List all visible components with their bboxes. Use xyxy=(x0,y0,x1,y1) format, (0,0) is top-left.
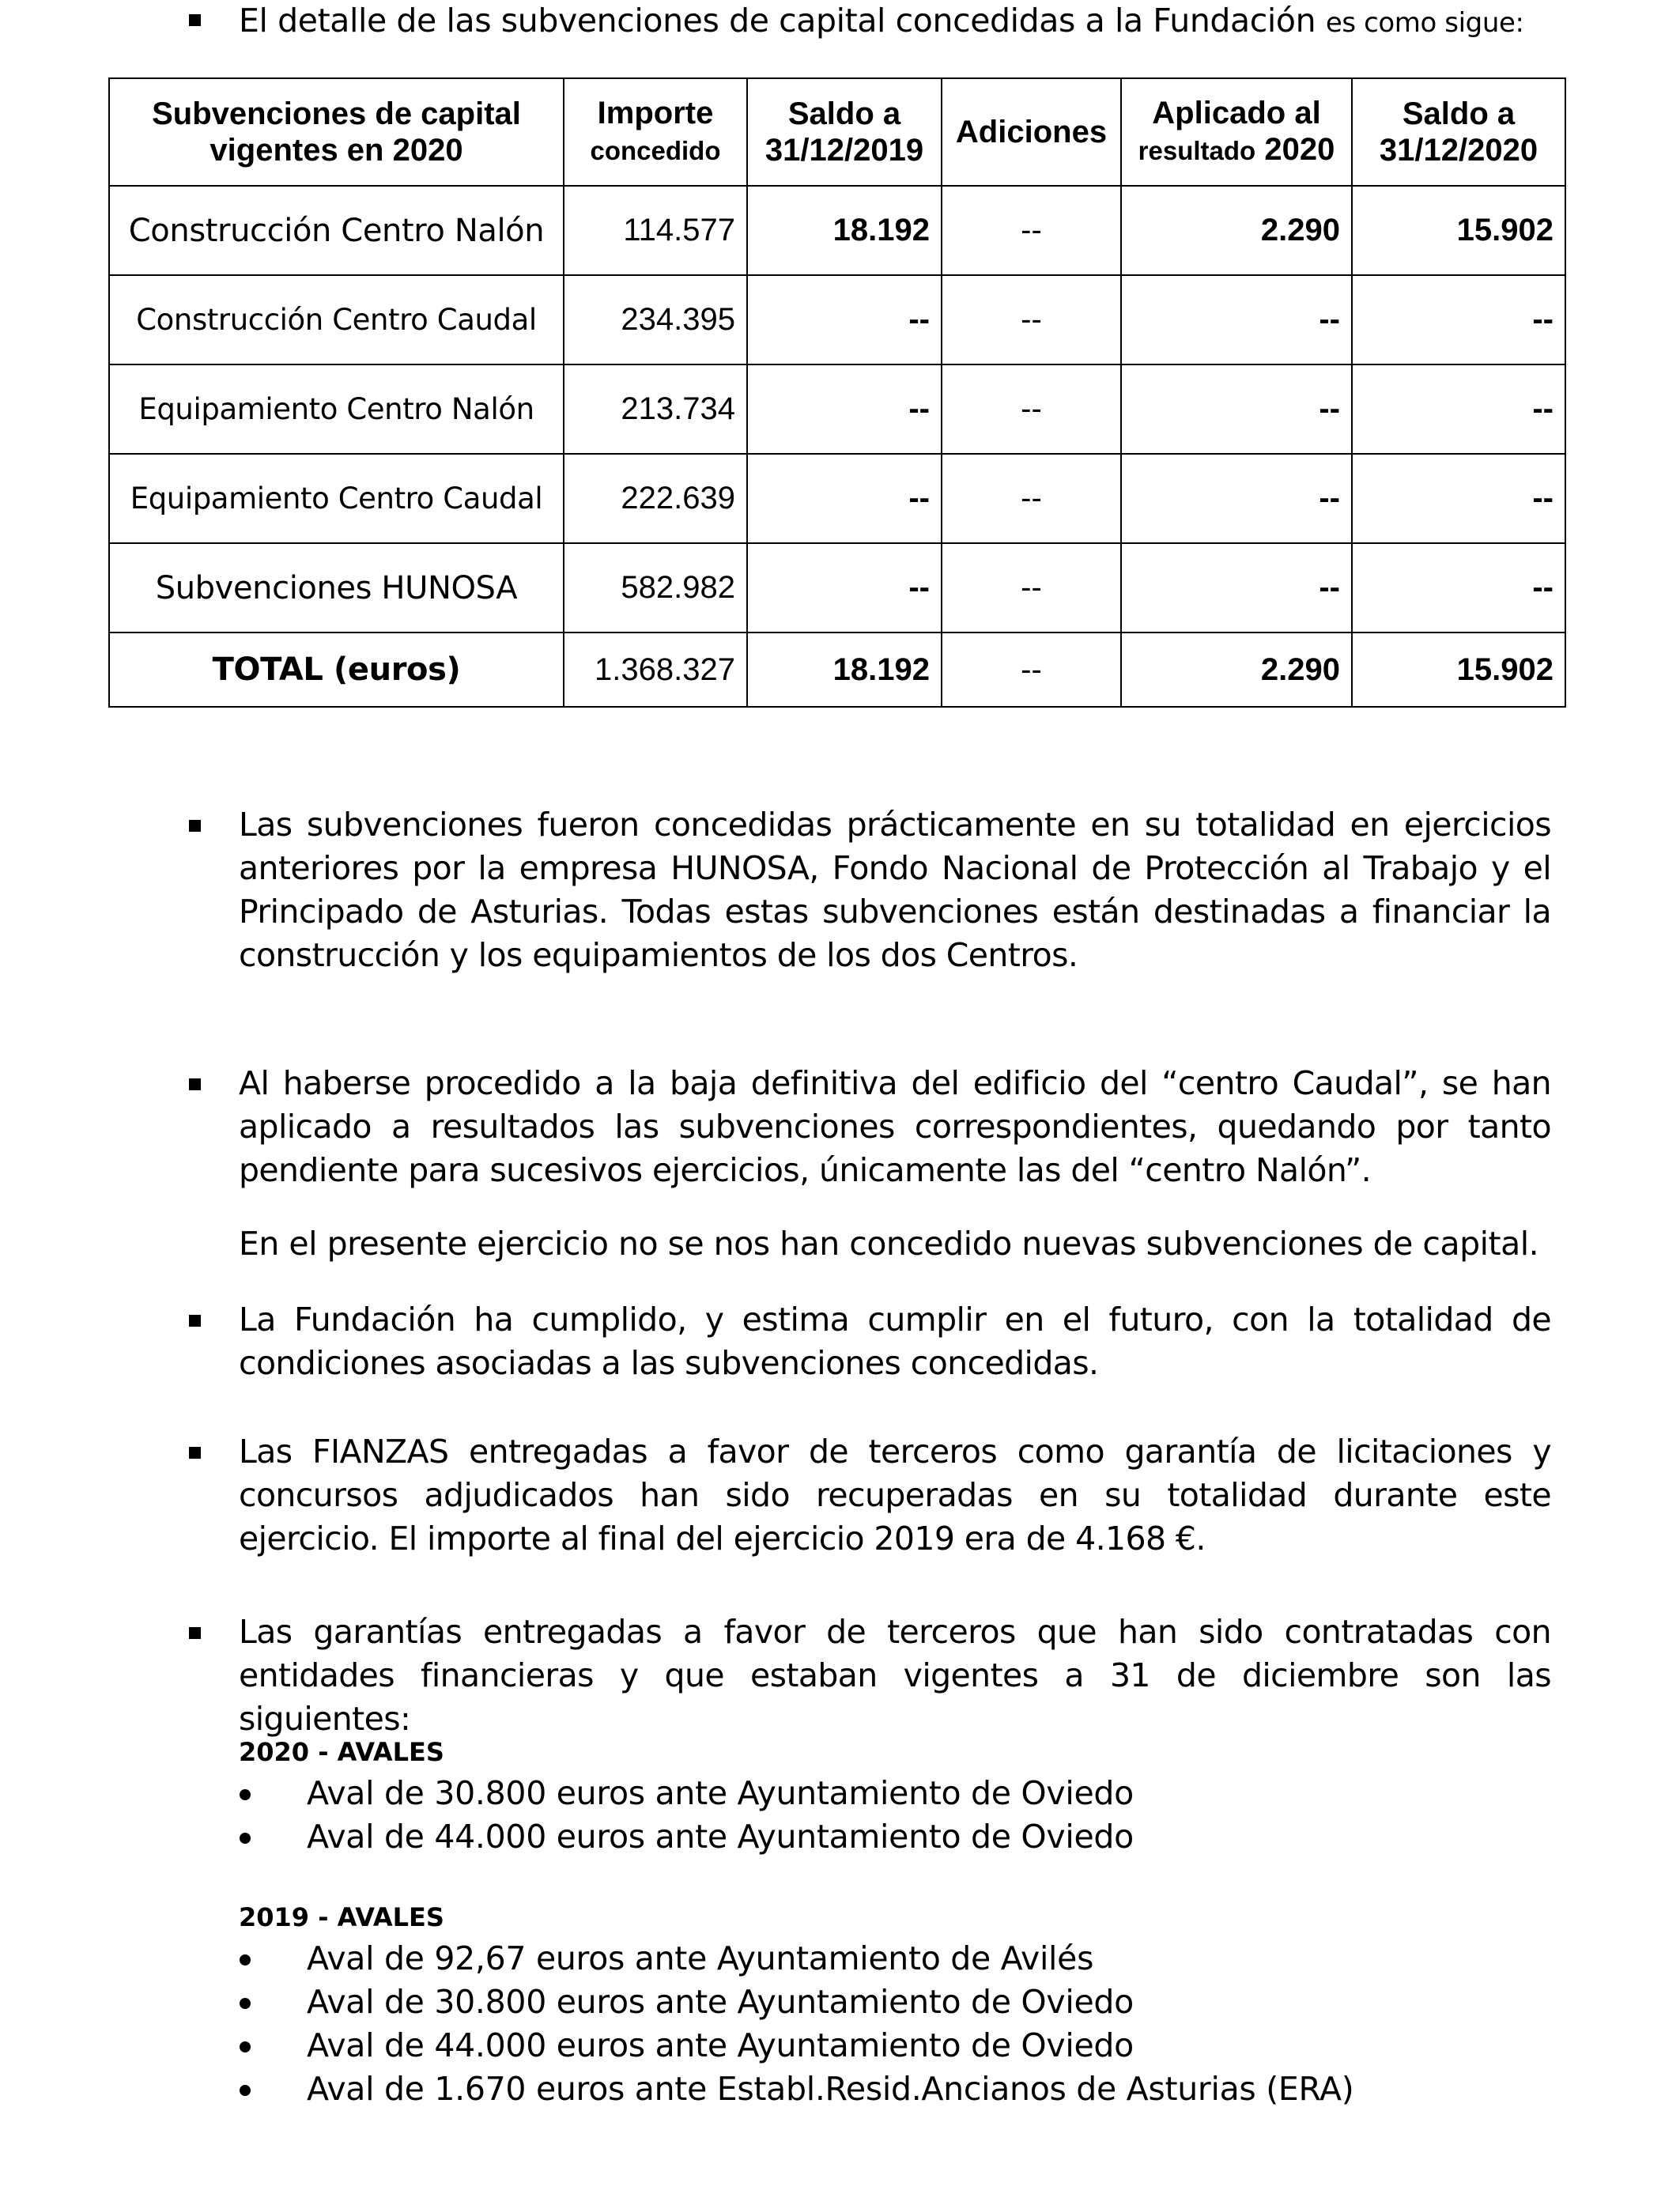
header-saldo-2019: Saldo a 31/12/2019 xyxy=(747,78,942,186)
paragraph-condiciones: La Fundación ha cumplido, y estima cumplir en el futuro, con la totalidad de condiciones asociadas a las subvenciones concedidas. xyxy=(239,1301,1551,1382)
cell-adiciones: -- xyxy=(942,186,1121,275)
cell-saldo-2019: 18.192 xyxy=(747,186,942,275)
cell-aplicado: -- xyxy=(1121,364,1352,454)
header-adiciones: Adiciones xyxy=(942,78,1121,186)
cell-saldo-2019: -- xyxy=(747,275,942,364)
row-label: Equipamiento Centro Nalón xyxy=(109,364,564,454)
paragraph-baja-caudal: Al haberse procedido a la baja definitiva del edificio del “centro Caudal”, se han aplicado a resultados las subvenciones correspondientes, quedando por tanto pendiente para sucesivos ejercicios, únicamente las del “centro Nalón”. xyxy=(239,1064,1551,1189)
total-adiciones: -- xyxy=(942,633,1121,707)
total-label: TOTAL (euros) xyxy=(109,633,564,707)
intro-text-main: El detalle de las subvenciones de capital concedidas a la Fundación xyxy=(239,2,1316,40)
cell-importe: 582.982 xyxy=(564,543,747,633)
bullet-square-icon xyxy=(189,1078,201,1090)
list-item: Aval de 30.800 euros ante Ayuntamiento de Oviedo xyxy=(307,1774,1134,1812)
cell-adiciones: -- xyxy=(942,364,1121,454)
intro-text-small: es como sigue: xyxy=(1325,7,1524,39)
header-aplicado-small: resultado xyxy=(1138,136,1256,165)
list-item: Aval de 44.000 euros ante Ayuntamiento de Oviedo xyxy=(307,1818,1134,1856)
bullet-square-icon xyxy=(189,1447,201,1459)
table-row xyxy=(109,186,1565,275)
cell-saldo-2019: -- xyxy=(747,364,942,454)
cell-saldo-2020: -- xyxy=(1352,543,1565,633)
cell-adiciones: -- xyxy=(942,543,1121,633)
bullet-square-icon xyxy=(189,1315,201,1327)
subsidies-table xyxy=(108,77,1566,708)
list-item: Aval de 92,67 euros ante Ayuntamiento de Avilés xyxy=(307,1939,1094,1977)
total-aplicado: 2.290 xyxy=(1121,633,1352,707)
cell-importe: 234.395 xyxy=(564,275,747,364)
cell-saldo-2019: -- xyxy=(747,543,942,633)
table-row xyxy=(109,454,1565,543)
cell-aplicado: -- xyxy=(1121,543,1352,633)
header-subvenciones: Subvenciones de capital vigentes en 2020 xyxy=(109,78,564,186)
cell-saldo-2020: -- xyxy=(1352,275,1565,364)
cell-adiciones: -- xyxy=(942,454,1121,543)
cell-aplicado: -- xyxy=(1121,275,1352,364)
paragraph-nuevas-subvenciones: En el presente ejercicio no se nos han concedido nuevas subvenciones de capital. xyxy=(239,1225,1539,1263)
paragraph-garantias: Las garantías entregadas a favor de terceros que han sido contratadas con entidades financieras y que estaban vigentes a 31 de diciembre son las siguientes: xyxy=(239,1613,1551,1738)
table-header-row xyxy=(109,78,1565,186)
header-importe xyxy=(564,78,747,186)
bullet-square-icon xyxy=(189,1627,201,1639)
row-label: Construcción Centro Caudal xyxy=(109,275,564,364)
cell-aplicado: 2.290 xyxy=(1121,186,1352,275)
cell-importe: 213.734 xyxy=(564,364,747,454)
header-aplicado-line1: Aplicado al xyxy=(1152,96,1321,130)
avales-2020-heading: 2020 - AVALES xyxy=(239,1737,444,1767)
bullet-square-icon xyxy=(189,14,201,26)
avales-2019-heading: 2019 - AVALES xyxy=(239,1902,444,1932)
table-row xyxy=(109,543,1565,633)
paragraph-subvenciones: Las subvenciones fueron concedidas prácticamente en su totalidad en ejercicios anteriores por la empresa HUNOSA, Fondo Nacional de Protección al Trabajo y el Principado de Asturias. Todas estas subvenciones están destinadas a financiar la construcción y los equipamientos de los dos Centros. xyxy=(239,806,1551,974)
row-label: Equipamiento Centro Caudal xyxy=(109,454,564,543)
bullet-dot-icon xyxy=(240,2085,251,2096)
row-label: Construcción Centro Nalón xyxy=(109,186,564,275)
cell-importe: 222.639 xyxy=(564,454,747,543)
header-importe-line2: concedido xyxy=(590,136,721,165)
cell-saldo-2020: -- xyxy=(1352,364,1565,454)
cell-saldo-2019: -- xyxy=(747,454,942,543)
total-importe: 1.368.327 xyxy=(564,633,747,707)
cell-saldo-2020: 15.902 xyxy=(1352,186,1565,275)
list-item: Aval de 1.670 euros ante Establ.Resid.Ancianos de Asturias (ERA) xyxy=(307,2070,1354,2108)
intro-text xyxy=(239,2,1524,40)
cell-saldo-2020: -- xyxy=(1352,454,1565,543)
bullet-dot-icon xyxy=(240,2041,251,2052)
header-aplicado-year: 2020 xyxy=(1264,132,1335,167)
total-saldo-2020: 15.902 xyxy=(1352,633,1565,707)
header-saldo-2020: Saldo a 31/12/2020 xyxy=(1352,78,1565,186)
table-row xyxy=(109,364,1565,454)
total-saldo-2019: 18.192 xyxy=(747,633,942,707)
bullet-dot-icon xyxy=(240,1998,251,2009)
table-total-row xyxy=(109,633,1565,707)
list-item: Aval de 30.800 euros ante Ayuntamiento de Oviedo xyxy=(307,1983,1134,2021)
cell-adiciones: -- xyxy=(942,275,1121,364)
row-label: Subvenciones HUNOSA xyxy=(109,543,564,633)
bullet-dot-icon xyxy=(240,1789,251,1800)
bullet-dot-icon xyxy=(240,1833,251,1844)
bullet-dot-icon xyxy=(240,1954,251,1966)
list-item: Aval de 44.000 euros ante Ayuntamiento de Oviedo xyxy=(307,2026,1134,2064)
paragraph-fianzas: Las FIANZAS entregadas a favor de terceros como garantía de licitaciones y concursos adjudicados han sido recuperadas en su totalidad durante este ejercicio. El importe al final del ejercicio 2019 era de 4.168 €. xyxy=(239,1433,1551,1558)
cell-importe: 114.577 xyxy=(564,186,747,275)
header-aplicado xyxy=(1121,78,1352,186)
header-importe-line1: Importe xyxy=(597,96,714,130)
bullet-square-icon xyxy=(189,820,201,832)
cell-aplicado: -- xyxy=(1121,454,1352,543)
table-row xyxy=(109,275,1565,364)
